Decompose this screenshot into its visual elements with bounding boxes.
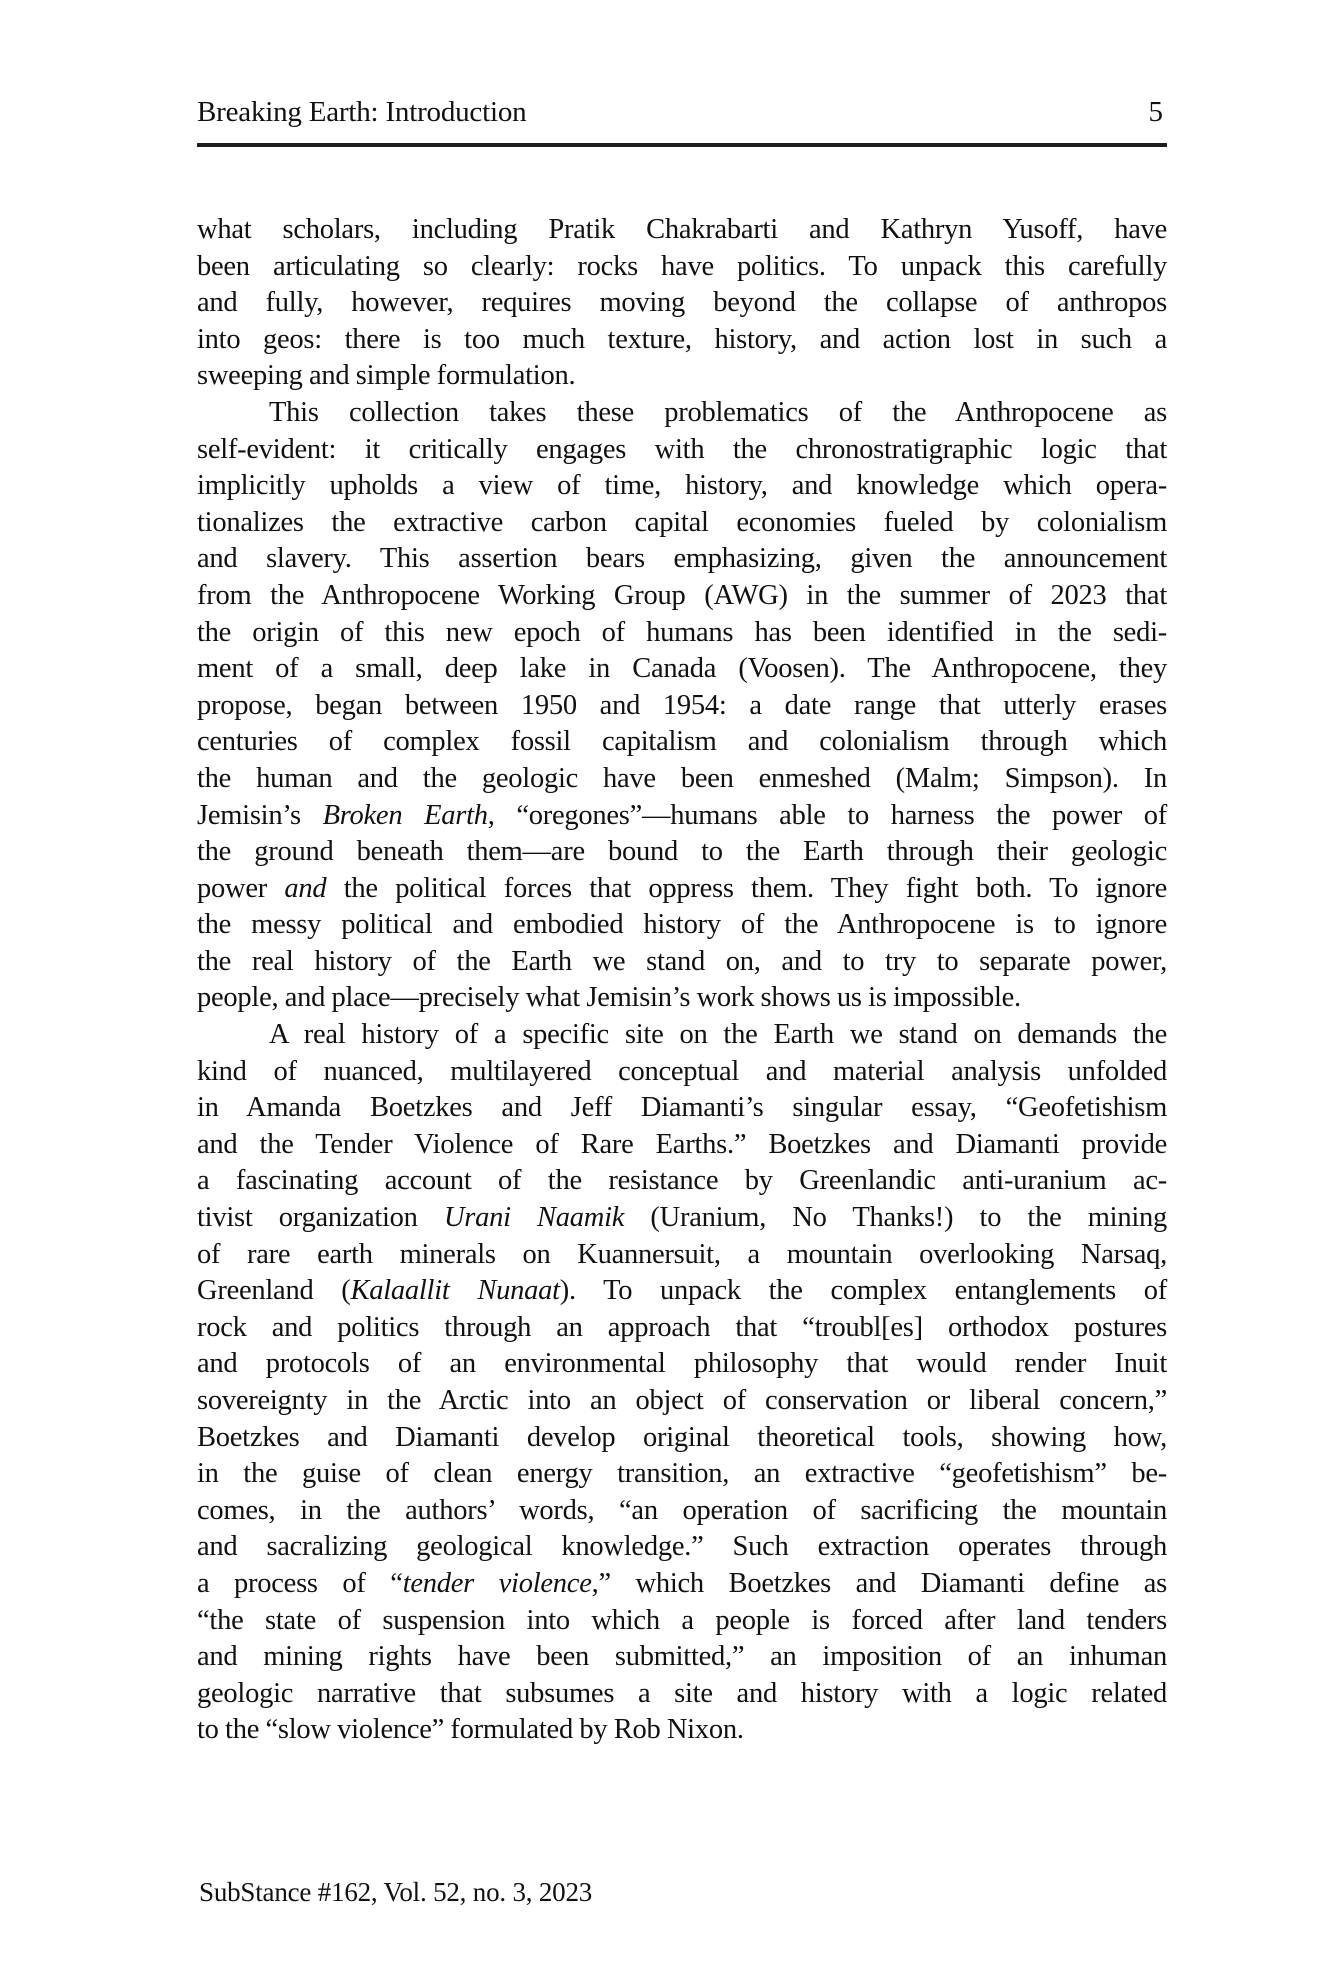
text-segment: rock and politics through an approach that “troubl[es] orthodox postures: [197, 1311, 1167, 1343]
footer-citation: SubStance #162, Vol. 52, no. 3, 2023: [199, 1877, 593, 1907]
text-segment: and fully, however, requires moving beyond the collapse of anthropos: [197, 287, 1167, 319]
text-segment: Greenland (: [197, 1275, 351, 1307]
italic-text: Urani Naamik: [443, 1202, 625, 1234]
text-segment: “the state of suspension into which a people is forced after land tenders: [197, 1604, 1167, 1636]
text-segment: been articulating so clearly: rocks have politics. To unpack this carefully: [197, 250, 1167, 282]
text-segment: the messy political and embodied history of the Anthropocene is to ignore: [197, 909, 1167, 941]
text-segment: tivist organization: [197, 1202, 444, 1234]
text-segment: power: [197, 872, 285, 904]
italic-text: Broken Earth: [322, 799, 488, 831]
page-header: [197, 92, 1167, 132]
text-segment: the ground beneath them—are bound to the Earth through their geologic: [197, 836, 1167, 868]
text-segment: Jemisin’s: [197, 799, 323, 831]
italic-text: and: [284, 872, 327, 904]
text-segment: the political forces that oppress them. They fight both. To ignore: [326, 872, 1167, 904]
italic-text: Kalaallit Nunaat: [350, 1275, 560, 1307]
text-segment: ). To unpack the complex entanglements of: [559, 1275, 1167, 1307]
text-segment: from the Anthropocene Working Group (AWG) in the summer of 2023 that: [197, 579, 1167, 611]
text-line: [197, 212, 1167, 249]
running-head: Breaking Earth: Introduction: [197, 96, 527, 128]
text-line: [197, 1383, 1167, 1420]
text-segment: what scholars, including Pratik Chakrabarti and Kathryn Yusoff, have: [197, 214, 1167, 245]
text-line: [197, 1200, 1167, 1237]
text-line: [197, 1310, 1167, 1347]
text-segment: and sacralizing geological knowledge.” Such extraction operates through: [197, 1531, 1167, 1563]
text-line: [197, 285, 1167, 322]
text-line: [197, 505, 1167, 542]
body-text: [197, 212, 1167, 1749]
text-line: [197, 249, 1167, 286]
text-segment: and protocols of an environmental philosophy that would render Inuit: [197, 1348, 1167, 1380]
text-line: [197, 541, 1167, 578]
text-segment: in the guise of clean energy transition, an extractive “geofetishism” be-: [197, 1458, 1167, 1490]
text-segment: and the Tender Violence of Rare Earths.” Boetzkes and Diamanti provide: [197, 1128, 1167, 1160]
text-segment: geologic narrative that subsumes a site and history with a logic related: [197, 1677, 1167, 1709]
text-line: [197, 468, 1167, 505]
text-segment: A real history of a specific site on the Earth we stand on demands the: [269, 1019, 1167, 1051]
text-segment: to the “slow violence” formulated by Rob Nixon.: [197, 1714, 744, 1746]
text-line: [197, 798, 1167, 835]
text-line: [197, 1566, 1167, 1603]
text-line: [197, 1529, 1167, 1566]
text-line: [197, 871, 1167, 908]
text-line: [197, 651, 1167, 688]
text-line: [197, 1456, 1167, 1493]
text-line: [197, 1237, 1167, 1274]
text-segment: This collection takes these problematics of the Anthropocene as: [269, 396, 1167, 428]
text-segment: ment of a small, deep lake in Canada (Voosen). The Anthropocene, they: [197, 653, 1167, 685]
text-line: [197, 358, 1167, 395]
text-segment: centuries of complex fossil capitalism and colonialism through which: [197, 726, 1167, 758]
text-line: [197, 834, 1167, 871]
text-segment: of rare earth minerals on Kuannersuit, a mountain overlooking Narsaq,: [197, 1238, 1167, 1270]
text-line: [197, 1346, 1167, 1383]
text-segment: ,” which Boetzkes and Diamanti define as: [591, 1567, 1168, 1599]
text-line: [197, 1603, 1167, 1640]
text-line: [197, 1090, 1167, 1127]
text-line: [197, 1639, 1167, 1676]
text-line: [197, 761, 1167, 798]
header-rule: [197, 143, 1167, 147]
text-segment: into geos: there is too much texture, history, and action lost in such a: [197, 323, 1167, 355]
text-line: [197, 688, 1167, 725]
text-line: [197, 724, 1167, 761]
text-segment: people, and place—precisely what Jemisin’s work shows us is impossible.: [197, 982, 1021, 1014]
text-line: [197, 1420, 1167, 1457]
text-segment: sweeping and simple formulation.: [197, 360, 576, 392]
text-segment: a fascinating account of the resistance by Greenlandic anti-uranium ac-: [197, 1165, 1167, 1197]
text-segment: , “oregones”—humans able to harness the power of: [487, 799, 1167, 831]
text-segment: the human and the geologic have been enmeshed (Malm; Simpson). In: [197, 762, 1167, 794]
text-segment: and slavery. This assertion bears emphasizing, given the announcement: [197, 543, 1167, 575]
text-line: [197, 432, 1167, 469]
text-line: [197, 578, 1167, 615]
italic-text: tender violence: [402, 1567, 592, 1599]
text-segment: in Amanda Boetzkes and Jeff Diamanti’s singular essay, “Geofetishism: [197, 1092, 1167, 1124]
text-line: [197, 1676, 1167, 1713]
text-line: [197, 944, 1167, 981]
text-segment: propose, began between 1950 and 1954: a date range that utterly erases: [197, 689, 1167, 721]
text-segment: tionalizes the extractive carbon capital economies fueled by colonialism: [197, 506, 1167, 538]
text-line: [197, 1493, 1167, 1530]
text-segment: the real history of the Earth we stand on, and to try to separate power,: [197, 945, 1167, 977]
page-number: 5: [1148, 96, 1163, 128]
text-line: [197, 1054, 1167, 1091]
text-segment: sovereignty in the Arctic into an object of conservation or liberal concern,”: [197, 1385, 1167, 1416]
text-line: [197, 980, 1167, 1017]
text-line: [197, 1163, 1167, 1200]
text-line: [197, 1127, 1167, 1164]
text-line: [197, 1017, 1167, 1054]
text-line: [197, 395, 1167, 432]
text-line: [197, 907, 1167, 944]
text-segment: kind of nuanced, multilayered conceptual and material analysis unfolded: [197, 1055, 1167, 1087]
text-segment: the origin of this new epoch of humans has been identified in the sedi-: [197, 616, 1167, 648]
text-segment: (Uranium, No Thanks!) to the mining: [624, 1202, 1167, 1234]
text-segment: implicitly upholds a view of time, history, and knowledge which opera-: [197, 470, 1167, 502]
text-line: [197, 1712, 1167, 1749]
text-segment: self-evident: it critically engages with the chronostratigraphic logic that: [197, 433, 1167, 465]
text-segment: comes, in the authors’ words, “an operation of sacrificing the mountain: [197, 1494, 1167, 1526]
text-line: [197, 322, 1167, 359]
text-line: [197, 615, 1167, 652]
text-line: [197, 1273, 1167, 1310]
text-segment: Boetzkes and Diamanti develop original theoretical tools, showing how,: [197, 1421, 1167, 1453]
text-segment: and mining rights have been submitted,” an imposition of an inhuman: [197, 1641, 1167, 1673]
text-segment: a process of “: [197, 1567, 403, 1599]
